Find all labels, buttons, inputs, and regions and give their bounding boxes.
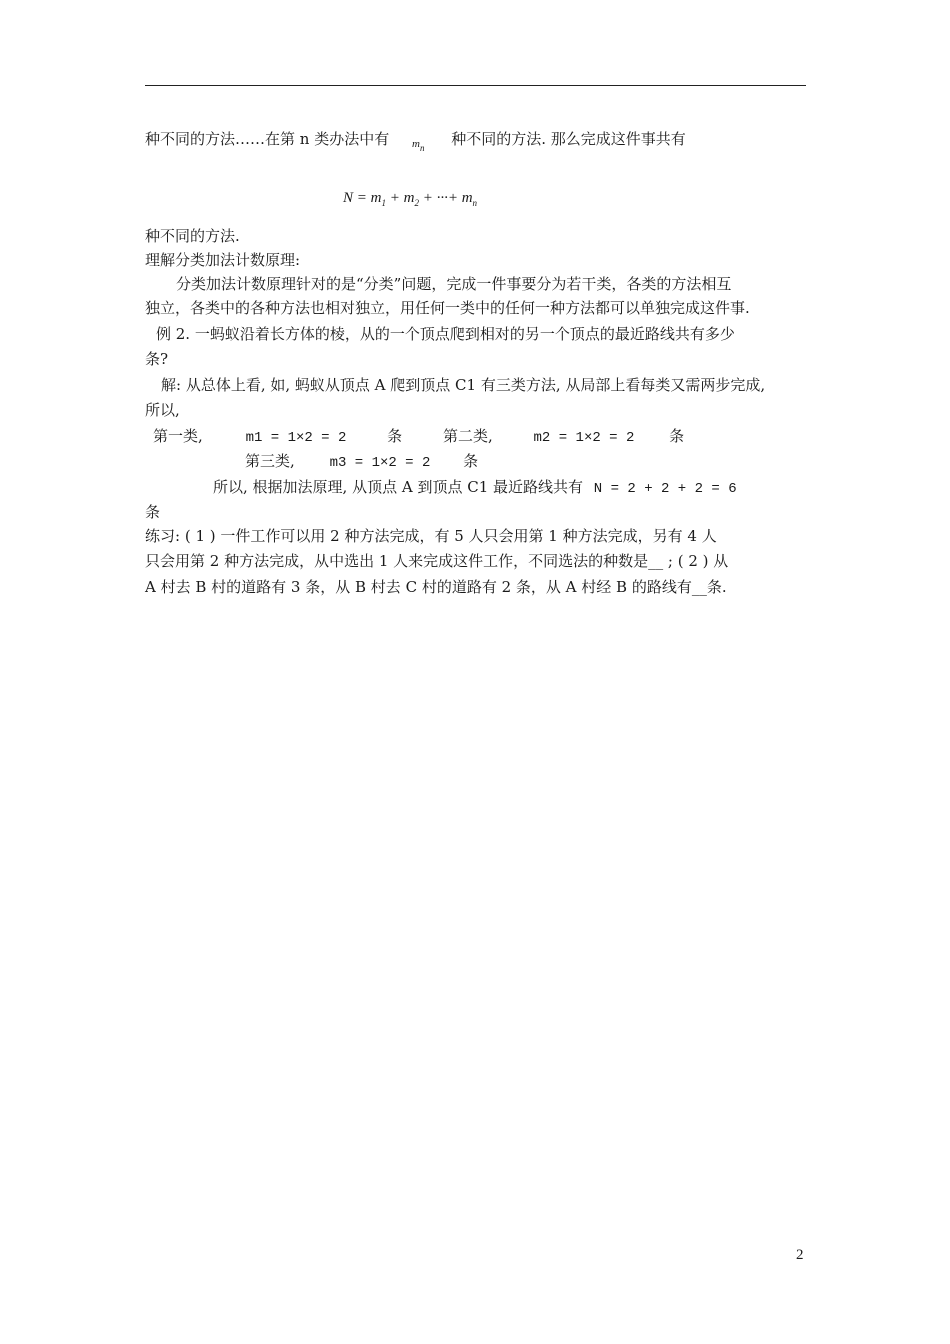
text-line: 条 bbox=[145, 503, 161, 521]
solution-line: 解: 从总体上看, 如, 蚂蚁从顶点 A 爬到顶点 C1 有三类方法, 从局部上看每类又需两步完成, bbox=[161, 376, 766, 394]
exercise-line: 练习: ( 1 ) 一件工作可以用 2 种方法完成，有 5 人只会用第 1 种方法完成，另有 4 人 bbox=[145, 527, 717, 545]
text-line: 所以, bbox=[145, 401, 180, 419]
conclusion-line: 所以, 根据加法原理, 从顶点 A 到顶点 C1 最近路线共有 N = 2 + 2 + 2 = 6 bbox=[213, 478, 737, 497]
case-row-1: 第一类, m1 = 1×2 = 2 条 第二类, m2 = 1×2 = 2 条 bbox=[153, 427, 685, 446]
case-row-2: 第三类, m3 = 1×2 = 2 条 bbox=[245, 452, 479, 471]
text-line: 条? bbox=[145, 350, 169, 368]
inline-math-mn: $m_n$ bbox=[412, 138, 425, 153]
page-number: 2 bbox=[796, 1247, 804, 1263]
text-line: 种不同的方法. bbox=[145, 227, 240, 245]
exercise-line: A 村去 B 村的道路有 3 条，从 B 村去 C 村的道路有 2 条，从 A 村经 B 的路线有__条. bbox=[145, 578, 727, 596]
header-rule bbox=[145, 85, 806, 86]
example-line: 例 2. 一蚂蚁沿着长方体的棱，从的一个顶点爬到相对的另一个顶点的最近路线共有多少 bbox=[156, 325, 735, 343]
text-segment: 种不同的方法……在第 n 类办法中有 bbox=[145, 130, 390, 148]
section-heading: 理解分类加法计数原理: bbox=[145, 251, 301, 269]
exercise-line: 只会用第 2 种方法完成，从中选出 1 人来完成这件工作，不同选法的种数是__ ; ( 2 ) 从 bbox=[145, 552, 729, 570]
text-line: 分类加法计数原理针对的是“分类”问题，完成一件事要分为若干类，各类的方法相互 bbox=[176, 275, 732, 293]
text-line: 独立，各类中的各种方法也相对独立，用任何一类中的任何一种方法都可以单独完成这件事. bbox=[145, 299, 750, 317]
formula-sum: $N = m_1 + m_2$ + ···+ $m_n$ bbox=[343, 190, 478, 208]
text-segment: 种不同的方法. 那么完成这件事共有 bbox=[451, 130, 686, 148]
